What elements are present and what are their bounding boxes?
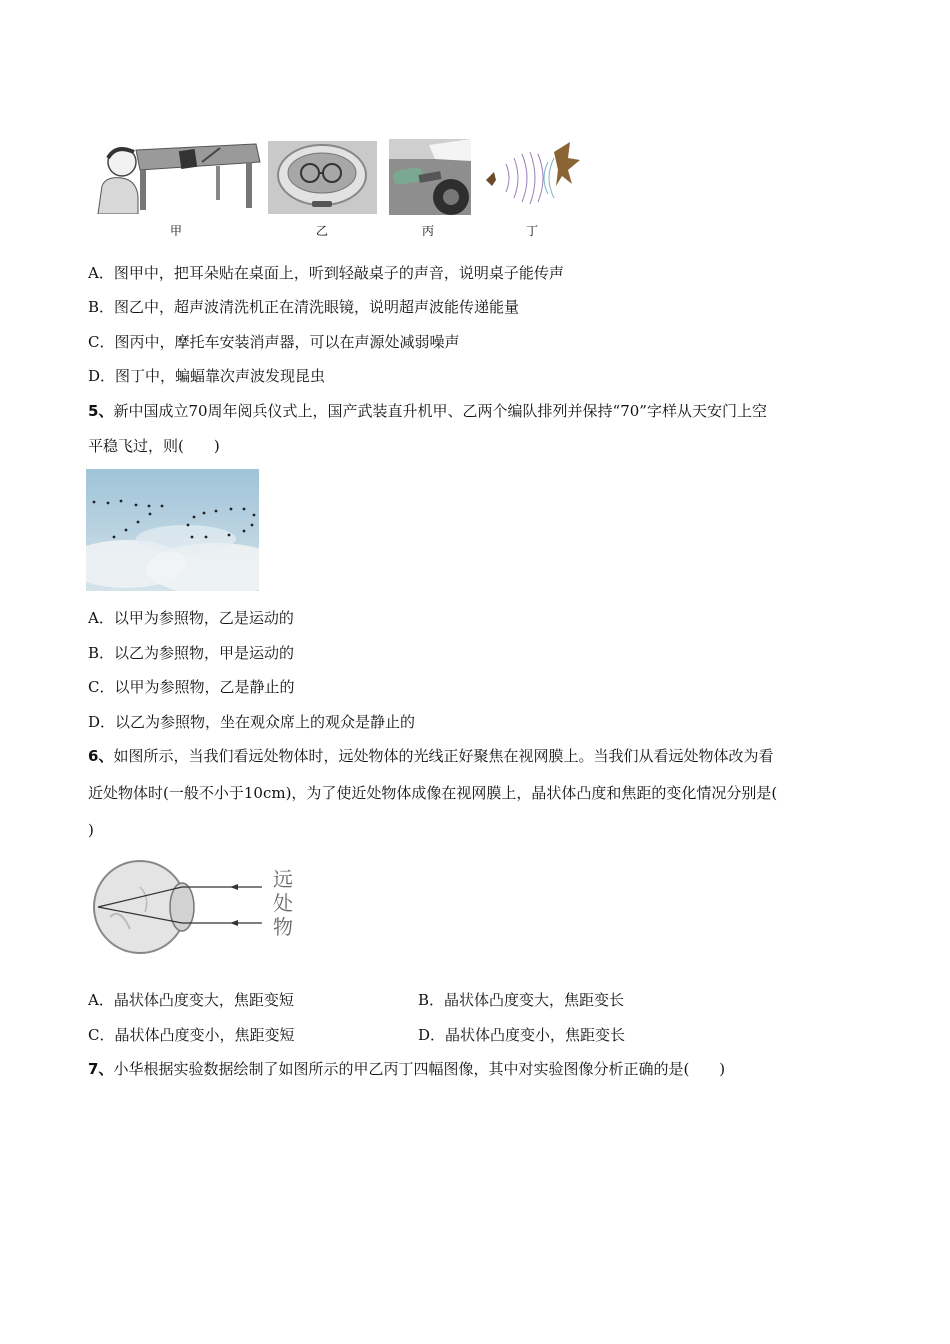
q6-figure-label-char1: 远: [273, 867, 293, 891]
caption-ding: 丁: [525, 224, 538, 238]
q6-figure-label-char3: 物: [273, 915, 293, 939]
caption-bing: 丙: [421, 224, 434, 238]
q5-option-b: B．以乙为参照物，甲是运动的: [88, 644, 295, 662]
figure-ding-bat: [482, 140, 582, 214]
caption-jia: 甲: [169, 224, 182, 238]
q6-line1: [88, 746, 773, 766]
q7-stem-line1: 小华根据实验数据绘制了如图所示的甲乙丙丁四幅图像，其中对实验图像分析正确的是( ): [113, 1060, 726, 1078]
q4-option-b: B．图乙中，超声波清洗机正在清洗眼镜，说明超声波能传递能量: [88, 298, 520, 316]
q6-option-d: D．晶状体凸度变小，焦距变长: [418, 1026, 626, 1044]
q5-option-c: C．以甲为参照物，乙是静止的: [88, 678, 295, 696]
q4-option-a: A．图甲中，把耳朵贴在桌面上，听到轻敲桌子的声音，说明桌子能传声: [88, 264, 564, 282]
q5-stem-line1: 新中国成立70周年阅兵仪式上，国产武装直升机甲、乙两个编队排列并保持“70”字样从天安门上空: [113, 402, 767, 420]
q5-option-a: A．以甲为参照物，乙是运动的: [88, 609, 294, 627]
q7-number: 7、: [88, 1060, 114, 1078]
q6-number: 6、: [88, 747, 114, 765]
q5-stem-line2: 平稳飞过，则( ): [88, 437, 220, 455]
q6-option-a: A．晶状体凸度变大，焦距变短: [88, 991, 294, 1009]
caption-yi: 乙: [315, 224, 328, 238]
q6-stem-line2: 近处物体时(一般不小于10cm)，为了使近处物体成像在视网膜上，晶状体凸度和焦距的变化情况分别是(: [88, 784, 778, 802]
q5-line1: [88, 401, 767, 421]
figure-jia-table: [96, 140, 262, 214]
figure-bing-motorcycle: [389, 139, 471, 215]
q7-line1: [88, 1059, 725, 1079]
figure-yi-ultrasonic-cleaner: [268, 141, 377, 214]
q4-option-c: C．图丙中，摩托车安装消声器，可以在声源处减弱噪声: [88, 333, 460, 351]
q6-option-c: C．晶状体凸度变小，焦距变短: [88, 1026, 295, 1044]
q5-option-d: D．以乙为参照物，坐在观众席上的观众是静止的: [88, 713, 416, 731]
q5-helicopter-photo: [86, 469, 259, 591]
q6-stem-line1: 如图所示，当我们看远处物体时，远处物体的光线正好聚焦在视网膜上。当我们从看远处物体改为看: [113, 747, 774, 765]
q6-option-b: B．晶状体凸度变大，焦距变长: [418, 991, 625, 1009]
q6-stem-line3: ): [88, 821, 94, 839]
q5-number: 5、: [88, 402, 114, 420]
q6-figure-label: [270, 867, 296, 939]
q4-option-d: D．图丁中，蝙蝠靠次声波发现昆虫: [88, 367, 326, 385]
q6-eye-diagram: [90, 857, 300, 957]
q6-figure-label-char2: 处: [273, 891, 293, 915]
